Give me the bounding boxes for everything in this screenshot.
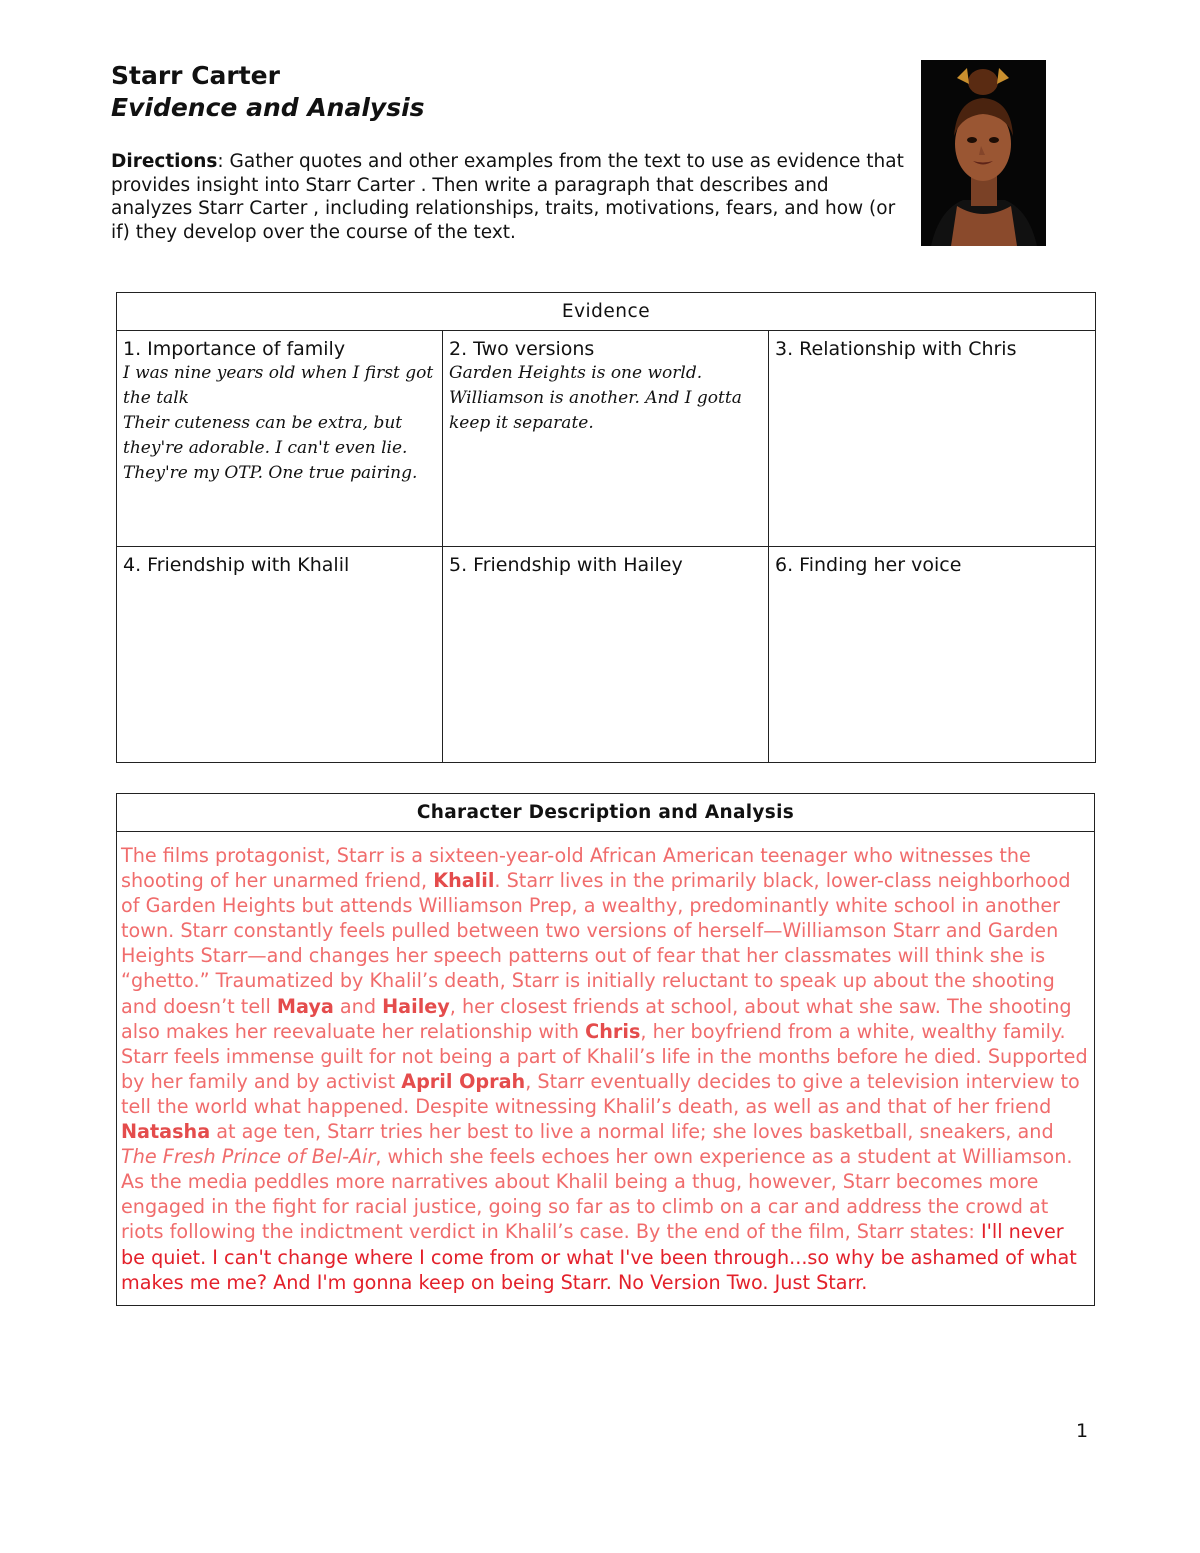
portrait-illustration (921, 60, 1046, 246)
page-number: 1 (1076, 1420, 1089, 1442)
show-title: The Fresh Prince of Bel-Air (121, 1145, 376, 1169)
analysis-text-part: , Starr eventually decides to give a television interview to tell the world what happened. Despite witnessing Khalil’s death, as well as and that of her friend (121, 1069, 1080, 1118)
evidence-cell-heading: 4. Friendship with Khalil (123, 554, 350, 576)
analysis-text-part: . Starr lives in the primarily black, lower-class neighborhood of Garden Heights but attends Williamson Prep, a wealthy, predominantly white school in another town. Starr constantly feels pulled between two versions of herself—Williamson Starr and Garden Heights Starr—and changes her speech patterns out of fear that her classmates will think she is “ghetto.” Traumatized by Khalil’s death, Starr is initially reluctant to speak up about the shooting and doesn’t tell (121, 869, 1071, 1018)
evidence-quote: Garden Heights is one world. Williamson is another. And I gotta keep it separate. (449, 363, 742, 433)
name-khalil: Khalil (433, 869, 495, 893)
analysis-text-part: The films protagonist, Starr is a sixteen-year-old African American teenager who witnesses the shooting of her unarmed friend, (121, 844, 1031, 893)
evidence-header: Evidence (117, 293, 1096, 331)
analysis-text-part: , her boyfriend from a white, wealthy family. Starr feels immense guilt for not being a part of Khalil’s life in the months before he died. Supported by her family and by activist (121, 1019, 1088, 1093)
evidence-cell-heading: 1. Importance of family (123, 338, 346, 360)
name-april-oprah: April Oprah (401, 1069, 526, 1093)
evidence-cell-heading: 2. Two versions (449, 338, 595, 360)
evidence-quote: Their cuteness can be extra, but they're adorable. I can't even lie. They're my OTP. One true pairing. (123, 413, 418, 483)
character-portrait-image (921, 60, 1046, 246)
analysis-text-part: , her closest friends at school, about what she saw. The shooting also makes her reevaluate her relationship with (121, 994, 1072, 1043)
analysis-text-part: at age ten, Starr tries her best to live a normal life; she loves basketball, sneakers, and (210, 1120, 1054, 1144)
evidence-cell-heading: 5. Friendship with Hailey (449, 554, 683, 576)
analysis-text-part: , which she feels echoes her own experience as a student at Williamson. As the media peddles more narratives about Khalil being a thug, however, Starr becomes more engaged in the fight for racial justice, going so far as to climb on a car and address the crowd at riots following the indictment verdict in Khalil’s case. By the end of the film, Starr states: (121, 1145, 1073, 1244)
evidence-cell-3[interactable] (769, 331, 1096, 547)
analysis-cell[interactable] (117, 832, 1095, 1306)
evidence-cell-5[interactable] (443, 547, 769, 763)
evidence-quote: I was nine years old when I first got the talk (123, 363, 434, 408)
analysis-table (116, 793, 1095, 1306)
page-subtitle: Evidence and Analysis (111, 93, 425, 122)
directions-text: : Gather quotes and other examples from the text to use as evidence that provides insight into Starr Carter . Then write a paragraph that describes and analyzes Starr Carter , including relationships, traits, motivations, fears, and how (or if) they develop over the course of the text. (111, 151, 904, 243)
evidence-cell-6[interactable] (769, 547, 1096, 763)
directions (111, 150, 911, 244)
evidence-cell-2[interactable] (443, 331, 769, 547)
name-natasha: Natasha (121, 1120, 211, 1144)
name-maya: Maya (276, 994, 334, 1018)
closing-quote: I'll never be quiet. I can't change where I come from or what I've been through...so why be ashamed of what makes me me? And I'm gonna keep on being Starr. No Version Two. Just Starr. (121, 1220, 1077, 1294)
analysis-text-part: and (333, 994, 383, 1018)
name-chris: Chris (585, 1019, 641, 1043)
evidence-cell-1[interactable] (117, 331, 443, 547)
analysis-header: Character Description and Analysis (117, 794, 1095, 832)
page-title: Starr Carter (111, 61, 280, 90)
name-hailey: Hailey (382, 994, 450, 1018)
evidence-cell-heading: 3. Relationship with Chris (775, 338, 1017, 360)
directions-label: Directions (111, 151, 218, 172)
evidence-table (116, 292, 1096, 763)
evidence-cell-4[interactable] (117, 547, 443, 763)
evidence-cell-heading: 6. Finding her voice (775, 554, 962, 576)
analysis-paragraph (121, 843, 1090, 1295)
